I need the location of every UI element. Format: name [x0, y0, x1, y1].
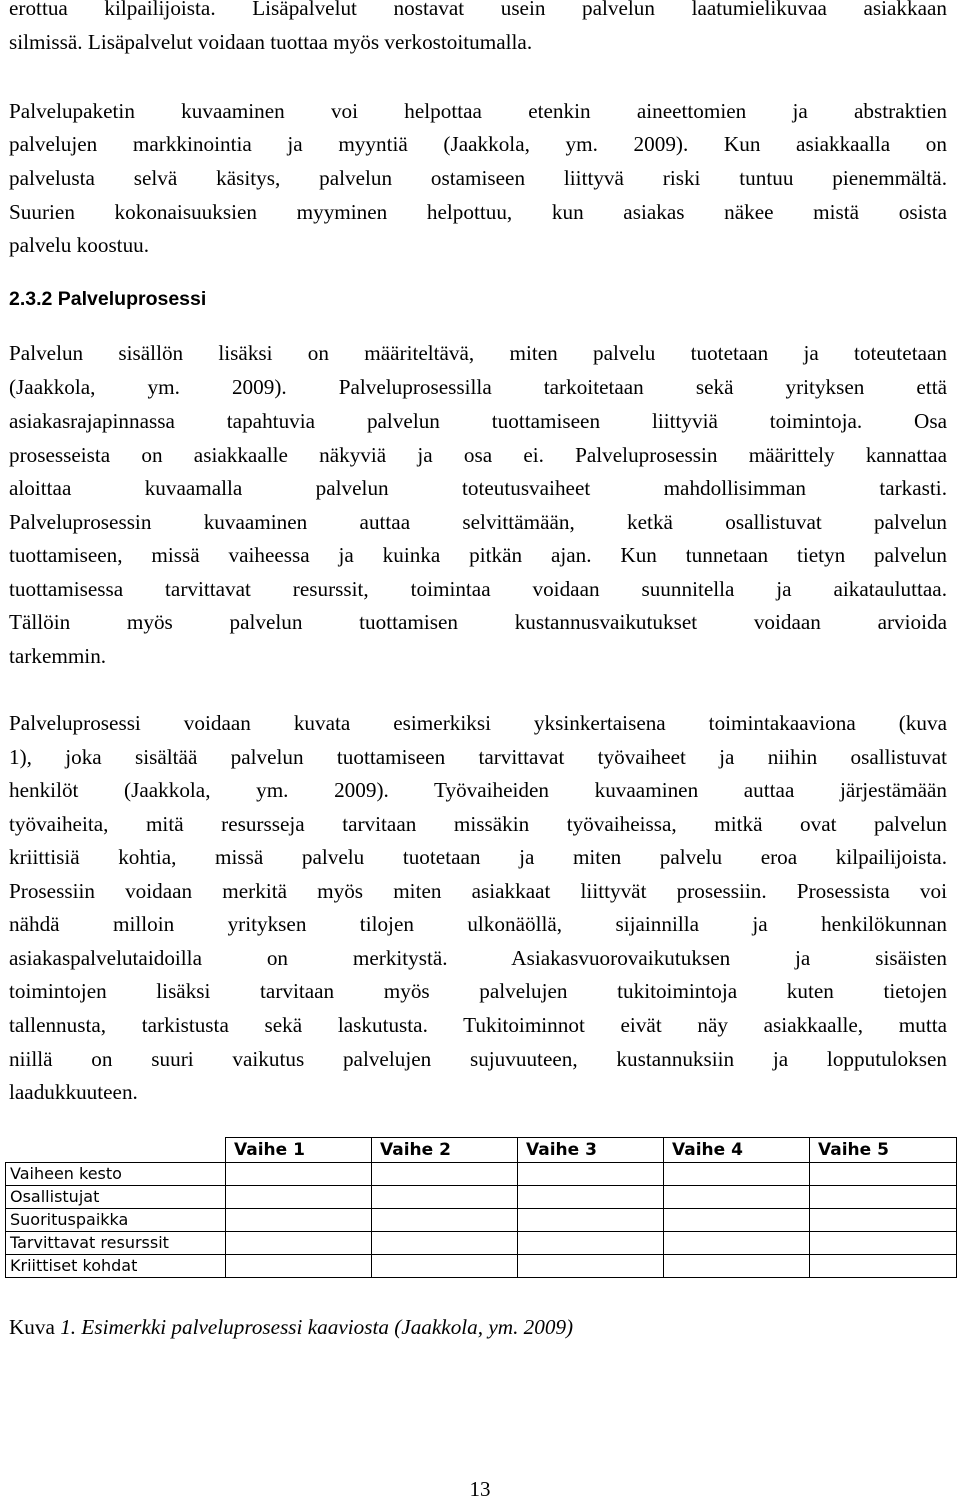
- table-row-label: Osallistujat: [6, 1186, 226, 1209]
- text-line: palvelujen markkinointia ja myyntiä (Jaakkola, ym. 2009). Kun asiakkaalla on: [9, 132, 947, 156]
- table-cell: [518, 1232, 664, 1255]
- text-line: toimintojen lisäksi tarvitaan myös palvelujen tukitoimintoja kuten tietojen: [9, 979, 947, 1003]
- table-header-cell: Vaihe 2: [372, 1138, 518, 1163]
- table-cell: [226, 1232, 372, 1255]
- table-row-label: Kriittiset kohdat: [6, 1255, 226, 1278]
- table-cell: [810, 1232, 957, 1255]
- table-row: [6, 1186, 957, 1209]
- table-cell: [518, 1186, 664, 1209]
- text-line: niillä on suuri vaikutus palvelujen sujuvuuteen, kustannuksiin ja lopputuloksen: [9, 1047, 947, 1071]
- table-cell: [226, 1186, 372, 1209]
- table-row: [6, 1163, 957, 1186]
- text-line: Tällöin myös palvelun tuottamisen kustannusvaikutukset voidaan arvioida: [9, 610, 947, 634]
- text-line: (Jaakkola, ym. 2009). Palveluprosessilla tarkoitetaan sekä yrityksen että: [9, 375, 947, 399]
- table-cell: [810, 1186, 957, 1209]
- table-header-cell: Vaihe 3: [518, 1138, 664, 1163]
- table-cell: [810, 1255, 957, 1278]
- text-line: tuottamisessa tarvittavat resurssit, toimintaa voidaan suunnitella ja aikatauluttaa.: [9, 577, 947, 601]
- table-cell: [226, 1209, 372, 1232]
- text-line: työvaiheita, mitä resursseja tarvitaan missäkin työvaiheissa, mitkä ovat palvelun: [9, 812, 947, 836]
- text-line: Palvelun sisällön lisäksi on määriteltävä, miten palvelu tuotetaan ja toteutetaan: [9, 341, 947, 365]
- table-cell: [372, 1232, 518, 1255]
- table-cell: [372, 1186, 518, 1209]
- table-cell: [664, 1209, 810, 1232]
- table-cell: [664, 1186, 810, 1209]
- table-row-label: Suorituspaikka: [6, 1209, 226, 1232]
- text-line: prosesseista on asiakkaalle näkyviä ja osa ei. Palveluprosessin määrittely kannattaa: [9, 443, 947, 467]
- figure-caption: [9, 1310, 573, 1344]
- table-cell: [518, 1255, 664, 1278]
- text-line: tarkemmin.: [9, 644, 107, 668]
- table-header-row: [6, 1138, 957, 1163]
- table-row: [6, 1232, 957, 1255]
- table-cell: [664, 1255, 810, 1278]
- text-line: Prosessiin voidaan merkitä myös miten asiakkaat liittyvät prosessiin. Prosessista voi: [9, 879, 947, 903]
- table-row-label: Tarvittavat resurssit: [6, 1232, 226, 1255]
- text-line: laadukkuuteen.: [9, 1080, 138, 1104]
- text-line: aloittaa kuvaamalla palvelun toteutusvaiheet mahdollisimman tarkasti.: [9, 476, 947, 500]
- table-cell: [226, 1163, 372, 1186]
- text-line: tuottamiseen, missä vaiheessa ja kuinka pitkän ajan. Kun tunnetaan tietyn palvelun: [9, 543, 947, 567]
- text-line: silmissä. Lisäpalvelut voidaan tuottaa myös verkostoitumalla.: [9, 30, 533, 54]
- text-line: Palvelupaketin kuvaaminen voi helpottaa etenkin aineettomien ja abstraktien: [9, 99, 947, 123]
- text-line: 1), joka sisältää palvelun tuottamiseen tarvittavat työvaiheet ja niihin osallistuvat: [9, 745, 947, 769]
- section-heading: 2.3.2 Palveluprosessi: [9, 288, 207, 310]
- table-row-label: Vaiheen kesto: [6, 1163, 226, 1186]
- text-line: kriittisiä kohtia, missä palvelu tuotetaan ja miten palvelu eroa kilpailijoista.: [9, 845, 947, 869]
- table-cell: [372, 1209, 518, 1232]
- table-header-cell: Vaihe 4: [664, 1138, 810, 1163]
- text-line: tallennusta, tarkistusta sekä laskutusta. Tukitoiminnot eivät näy asiakkaalle, mutta: [9, 1013, 947, 1037]
- table-cell: [664, 1163, 810, 1186]
- caption-label: Kuva: [9, 1315, 55, 1339]
- text-line: Suurien kokonaisuuksien myyminen helpottuu, kun asiakas näkee mistä osista: [9, 200, 947, 224]
- table-cell: [810, 1163, 957, 1186]
- table-row: [6, 1255, 957, 1278]
- text-line: palvelusta selvä käsitys, palvelun ostamiseen liittyvä riski tuntuu pienemmältä.: [9, 166, 947, 190]
- table-cell: [372, 1163, 518, 1186]
- table-corner-cell: [6, 1138, 226, 1163]
- text-line: Palveluprosessi voidaan kuvata esimerkiksi yksinkertaisena toimintakaaviona (kuva: [9, 711, 947, 735]
- table-header-cell: Vaihe 1: [226, 1138, 372, 1163]
- text-line: Palveluprosessin kuvaaminen auttaa selvittämään, ketkä osallistuvat palvelun: [9, 510, 947, 534]
- text-line: henkilöt (Jaakkola, ym. 2009). Työvaiheiden kuvaaminen auttaa järjestämään: [9, 778, 947, 802]
- table-cell: [226, 1255, 372, 1278]
- process-chart-table: [5, 1137, 957, 1278]
- caption-text: 1. Esimerkki palveluprosessi kaaviosta (Jaakkola, ym. 2009): [60, 1315, 574, 1339]
- text-line: nähdä milloin yrityksen tilojen ulkonäöllä, sijainnilla ja henkilökunnan: [9, 912, 947, 936]
- table-cell: [664, 1232, 810, 1255]
- table-cell: [372, 1255, 518, 1278]
- text-line: asiakasrajapinnassa tapahtuvia palvelun tuottamiseen liittyviä toimintoja. Osa: [9, 409, 947, 433]
- table-cell: [518, 1163, 664, 1186]
- table-row: [6, 1209, 957, 1232]
- page-number: 13: [469, 1477, 491, 1501]
- text-line: erottua kilpailijoista. Lisäpalvelut nostavat usein palvelun laatumielikuvaa asiakkaan: [9, 0, 947, 20]
- text-line: palvelu koostuu.: [9, 233, 150, 257]
- table-cell: [810, 1209, 957, 1232]
- table-header-cell: Vaihe 5: [810, 1138, 957, 1163]
- text-line: asiakaspalvelutaidoilla on merkitystä. Asiakasvuorovaikutuksen ja sisäisten: [9, 946, 947, 970]
- table-cell: [518, 1209, 664, 1232]
